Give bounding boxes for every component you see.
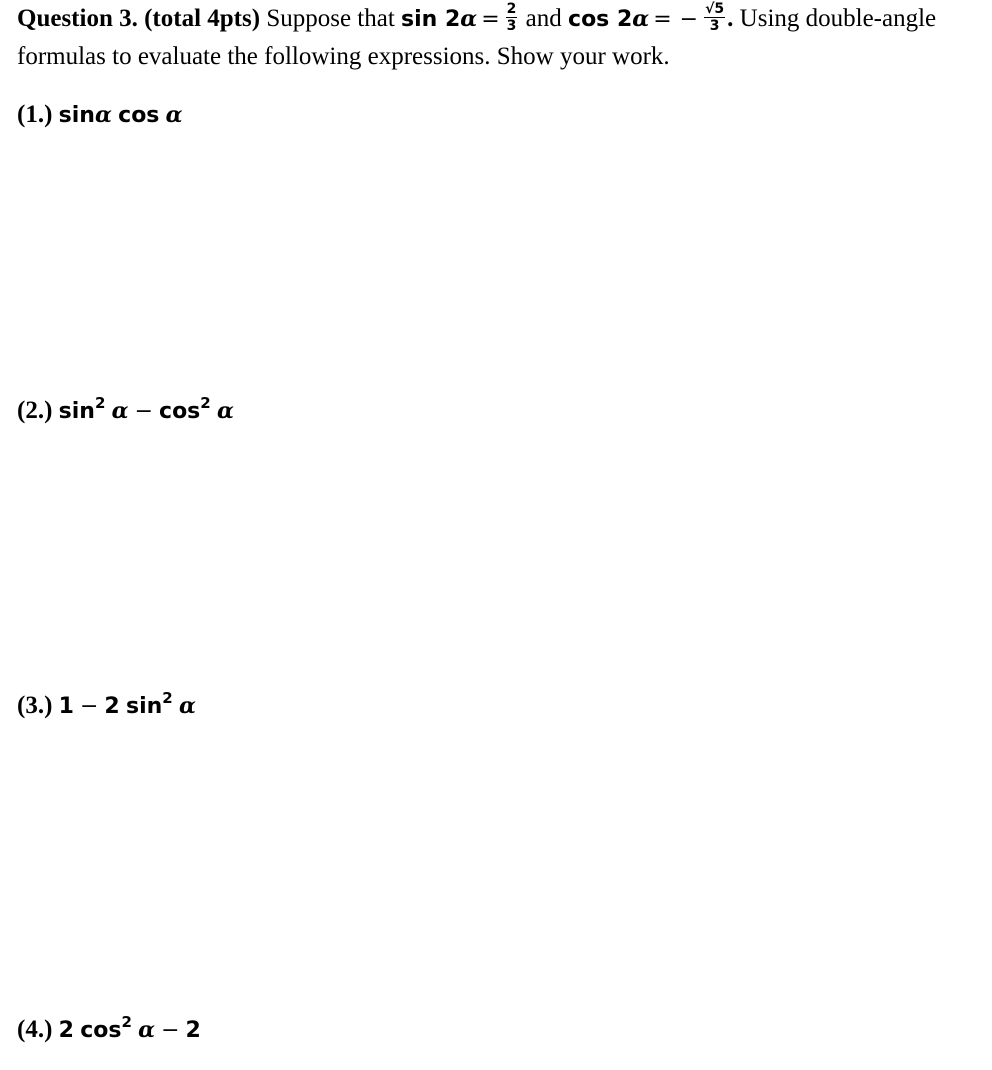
- question-line-1: [17, 0, 977, 38]
- minus-operator: −: [161, 1018, 180, 1043]
- sin-function: sin: [58, 399, 95, 424]
- coefficient: 2: [58, 1018, 74, 1043]
- sin-2-alpha-text: sin 2: [401, 7, 461, 32]
- part-label: (3.): [17, 692, 53, 719]
- part-label: (1.): [17, 101, 53, 128]
- constant-one: 1: [58, 694, 74, 719]
- period: .: [727, 5, 734, 32]
- alpha-symbol: α: [138, 1017, 156, 1043]
- exponent: 2: [121, 1013, 132, 1031]
- alpha-symbol: α: [178, 693, 196, 719]
- question-label: Question 3. (total 4pts): [17, 5, 261, 32]
- sin-function: sin: [58, 103, 95, 128]
- question-intro: Suppose that: [260, 5, 402, 32]
- fraction-numerator: √5: [705, 0, 725, 17]
- alpha-symbol: α: [165, 102, 183, 128]
- constant: 2: [185, 1018, 201, 1043]
- fraction-two-thirds: [506, 2, 518, 33]
- part-2-expression: [17, 396, 234, 427]
- minus-operator: −: [79, 694, 99, 719]
- using-double-angle-text: Using double-angle: [733, 5, 937, 32]
- alpha-symbol: α: [460, 6, 478, 32]
- question-prompt: [17, 0, 977, 76]
- coefficient: 2: [104, 694, 120, 719]
- cos-2-alpha-text: cos 2: [568, 7, 633, 32]
- alpha-symbol: α: [216, 398, 234, 424]
- part-1-expression: [17, 100, 183, 131]
- alpha-symbol: α: [632, 6, 650, 32]
- sin-function: sin: [125, 694, 163, 719]
- equals-sign: =: [653, 7, 672, 32]
- fraction-denominator: 3: [709, 17, 720, 34]
- and-text: and: [519, 5, 569, 32]
- alpha-symbol: α: [94, 102, 112, 128]
- part-label: (4.): [17, 1016, 53, 1043]
- fraction-numerator: 2: [506, 0, 517, 17]
- cos-function: cos: [118, 103, 160, 128]
- fraction-root5-over-3: [704, 2, 725, 33]
- minus-sign: −: [679, 7, 699, 32]
- equals-sign: =: [481, 7, 500, 32]
- question-line-2: formulas to evaluate the following expressions. Show your work.: [17, 43, 670, 70]
- exponent: 2: [94, 394, 106, 412]
- part-3-expression: [17, 691, 196, 722]
- cos-function: cos: [159, 399, 201, 424]
- minus-operator: −: [134, 399, 154, 424]
- part-4-expression: [17, 1015, 201, 1046]
- cos-function: cos: [80, 1018, 122, 1043]
- fraction-denominator: 3: [506, 17, 517, 34]
- alpha-symbol: α: [111, 398, 129, 424]
- part-label: (2.): [17, 397, 53, 424]
- exponent: 2: [162, 689, 173, 707]
- exponent: 2: [200, 394, 211, 412]
